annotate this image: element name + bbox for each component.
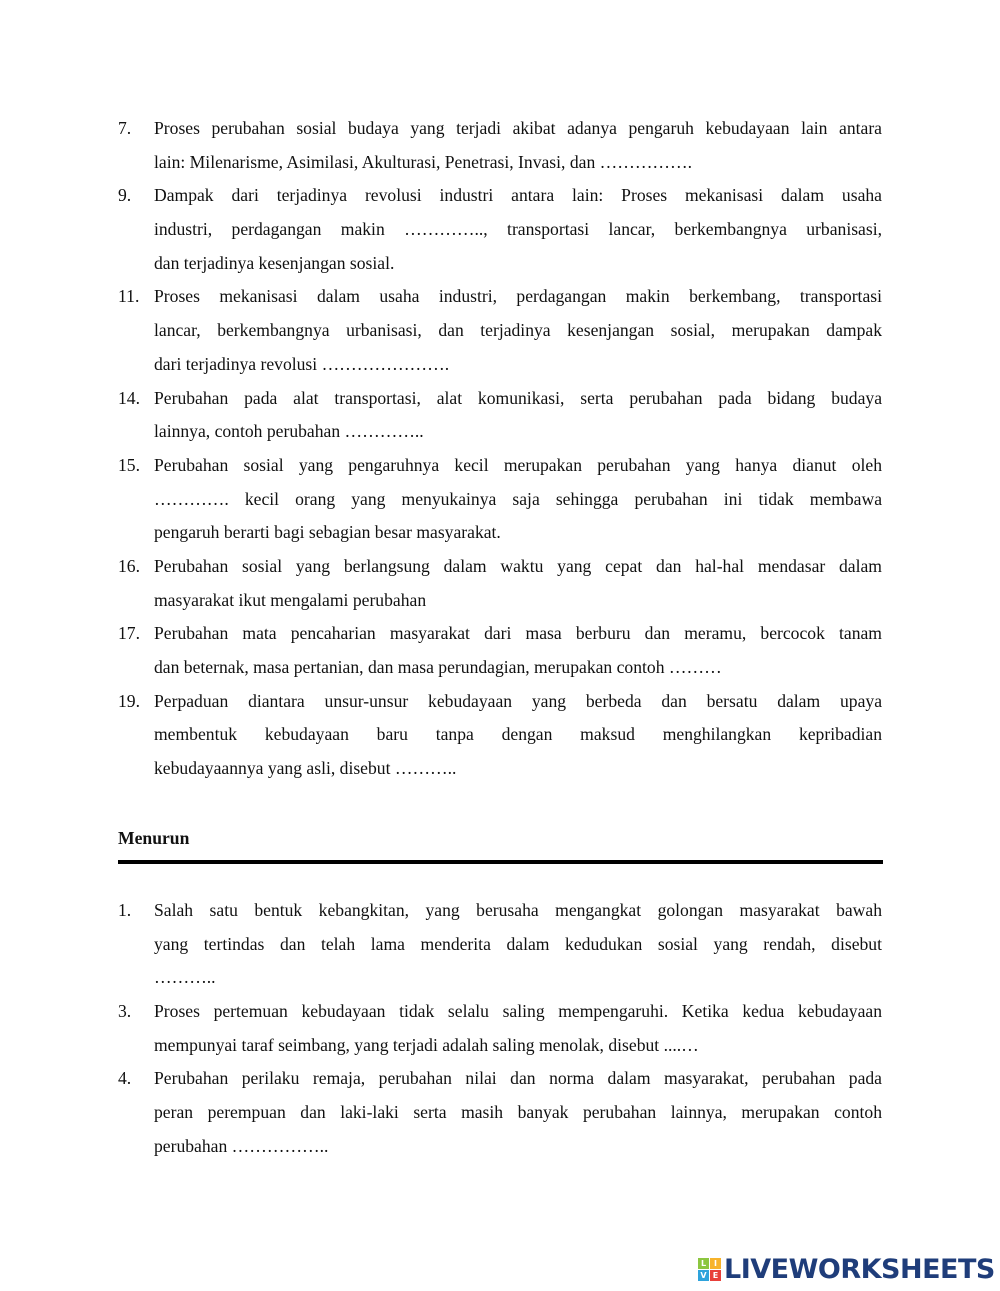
question-text-line: Proses perubahan sosial budaya yang terjadi akibat adanya pengaruh kebudayaan lain antara [154, 118, 882, 138]
question-text-line: kebudayaannya yang asli, disebut ……….. [154, 758, 457, 779]
logo-tile: V [698, 1270, 709, 1281]
question-text-line: Perubahan sosial yang berlangsung dalam waktu yang cepat dan hal-hal mendasar dalam [154, 555, 882, 576]
question-text-line: Proses mekanisasi dalam usaha industri, perdagangan makin berkembang, transportasi [154, 286, 882, 307]
logo-tiles-icon [698, 1258, 721, 1281]
question-item [118, 449, 882, 550]
question-text-line: Perubahan pada alat transportasi, alat komunikasi, serta perubahan pada bidang budaya [154, 387, 882, 408]
section-heading: Menurun [118, 828, 190, 848]
question-item [118, 894, 882, 995]
question-text-line: ……….. [154, 967, 216, 988]
question-text-line: Perubahan mata pencaharian masyarakat dari masa berburu dan meramu, bercocok tanam [154, 623, 882, 644]
question-text-line: Dampak dari terjadinya revolusi industri antara lain: Proses mekanisasi dalam usaha [154, 185, 882, 206]
question-text-line: …………. kecil orang yang menyukainya saja sehingga perubahan ini tidak membawa [154, 488, 882, 509]
question-text-line: lainnya, contoh perubahan ………….. [154, 421, 424, 442]
question-item [118, 995, 882, 1062]
question-text-line: masyarakat ikut mengalami perubahan [154, 589, 427, 610]
question-text-line: dan beternak, masa pertanian, dan masa perundagian, merupakan contoh ……… [154, 657, 722, 677]
question-text-line: Perubahan perilaku remaja, perubahan nilai dan norma dalam masyarakat, perubahan pada [154, 1068, 882, 1089]
question-item [118, 1062, 882, 1163]
question-number: 11. [118, 286, 140, 307]
logo-text: LIVEWORKSHEETS [724, 1254, 995, 1285]
question-number: 4. [118, 1068, 132, 1089]
question-item [118, 685, 882, 786]
question-item [118, 382, 882, 449]
logo-tile: E [710, 1270, 721, 1281]
question-text-line: Proses pertemuan kebudayaan tidak selalu saling mempengaruhi. Ketika kedua kebudayaan [154, 1001, 882, 1022]
question-text-line: Perpaduan diantara unsur-unsur kebudayaan yang berbeda dan bersatu dalam upaya [154, 690, 882, 711]
question-number: 3. [118, 1001, 132, 1022]
question-text-line: perubahan …………….. [154, 1135, 329, 1156]
question-text-line: Salah satu bentuk kebangkitan, yang berusaha mengangkat golongan masyarakat bawah [154, 900, 882, 920]
question-text-line: mempunyai taraf seimbang, yang terjadi adalah saling menolak, disebut ....… [154, 1034, 699, 1055]
question-list-down [118, 894, 882, 1164]
question-item [118, 179, 882, 280]
question-number: 15. [118, 454, 140, 475]
question-number: 9. [118, 185, 132, 206]
question-text-line: Perubahan sosial yang pengaruhnya kecil merupakan perubahan yang hanya dianut oleh [154, 454, 882, 475]
question-text-line: yang tertindas dan telah lama menderita dalam kedudukan sosial yang rendah, disebut [154, 933, 882, 954]
question-number: 7. [118, 118, 132, 138]
question-number: 1. [118, 900, 132, 920]
question-text-line: lain: Milenarisme, Asimilasi, Akulturasi, Penetrasi, Invasi, dan ……………. [154, 151, 693, 172]
logo-tile: L [698, 1258, 709, 1269]
question-number: 16. [118, 555, 140, 576]
logo-tile: I [710, 1258, 721, 1269]
question-list-across [118, 112, 882, 786]
question-item [118, 112, 882, 179]
question-item [118, 617, 882, 684]
question-item [118, 550, 882, 617]
question-text-line: pengaruh berarti bagi sebagian besar masyarakat. [154, 522, 501, 543]
question-number: 14. [118, 387, 140, 408]
question-text-line: dan terjadinya kesenjangan sosial. [154, 252, 395, 273]
question-number: 19. [118, 690, 140, 711]
question-item [118, 280, 882, 381]
question-number: 17. [118, 623, 140, 644]
section-divider [118, 860, 883, 864]
question-text-line: dari terjadinya revolusi …………………. [154, 353, 450, 374]
question-text-line: lancar, berkembangnya urbanisasi, dan terjadinya kesenjangan sosial, merupakan dampak [154, 320, 882, 341]
question-text-line: peran perempuan dan laki-laki serta masih banyak perubahan lainnya, merupakan contoh [154, 1102, 882, 1123]
liveworksheets-logo[interactable] [698, 1254, 995, 1285]
question-text-line: membentuk kebudayaan baru tanpa dengan maksud menghilangkan kepribadian [154, 724, 882, 745]
question-text-line: industri, perdagangan makin ………….., transportasi lancar, berkembangnya urbanisasi, [154, 219, 882, 240]
